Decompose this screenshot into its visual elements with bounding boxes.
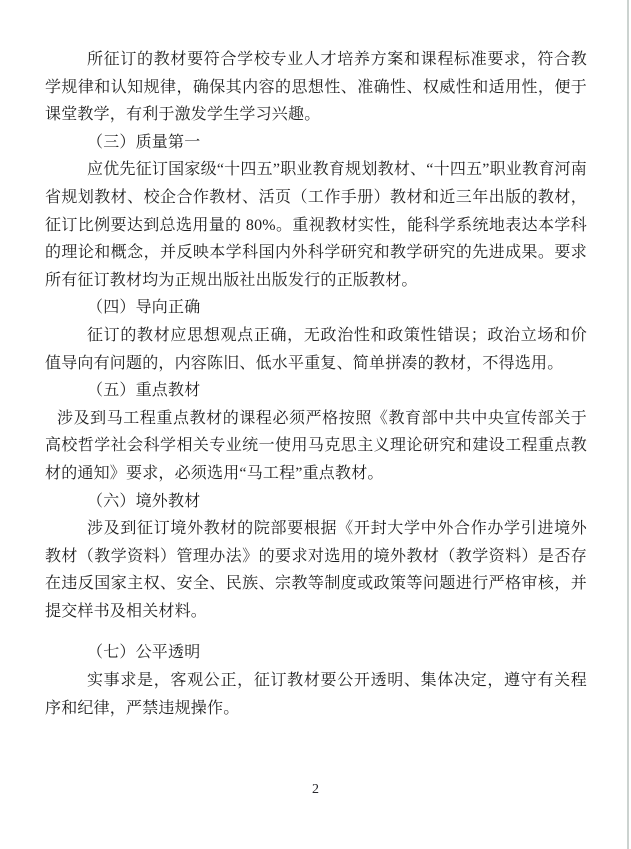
body-paragraph: 应优先征订国家级“十四五”职业教育规划教材、“十四五”职业教育河南省规划教材、校企合作教材、活页（工作手册）教材和近三年出版的教材，征订比例要达到总选用量的 80%。重视教材实性，能科学系统地表达本学科的理论和概念，并反映本学科国内外科学研究和教学研究的先进成果。要求所有征订教材均为正规出版社出版发行的正版教材。 xyxy=(45,161,587,289)
page-number: 2 xyxy=(312,782,319,797)
section-heading: （七）公平透明 xyxy=(87,644,201,662)
body-paragraph: 实事求是，客观公正，征订教材要公开透明、集体决定，遵守有关程序和纪律，严禁违规操作。 xyxy=(45,672,587,717)
body-paragraph: 征订的教材应思想观点正确，无政治性和政策性错误；政治立场和价值导向有问题的，内容陈旧、低水平重复、简单拼凑的教材，不得选用。 xyxy=(45,326,587,372)
section-heading: （三）质量第一 xyxy=(87,133,201,151)
body-paragraph: 所征订的教材要符合学校专业人才培养方案和课程标准要求，符合教学规律和认知规律，确保其内容的思想性、准确性、权威性和适用性，便于课堂教学，有利于激发学生学习兴趣。 xyxy=(45,51,587,124)
section-heading: （六）境外教材 xyxy=(87,492,201,510)
page-edge-divider xyxy=(627,0,629,849)
section-heading: （四）导向正确 xyxy=(87,299,201,317)
body-paragraph: 涉及到马工程重点教材的课程必须严格按照《教育部中共中央宣传部关于高校哲学社会科学相关专业统一使用马克思主义理论研究和建设工程重点教材的通知》要求，必须选用“马工程”重点教材。 xyxy=(45,409,587,482)
body-paragraph: 涉及到征订境外教材的院部要根据《开封大学中外合作办学引进境外教材（教学资料）管理办法》的要求对选用的境外教材（教学资料）是否存在违反国家主权、安全、民族、宗教等制度或政策等问题进行严格审核，并提交样书及相关材料。 xyxy=(45,520,587,620)
section-heading: （五）重点教材 xyxy=(87,382,201,400)
document-body xyxy=(45,46,587,722)
